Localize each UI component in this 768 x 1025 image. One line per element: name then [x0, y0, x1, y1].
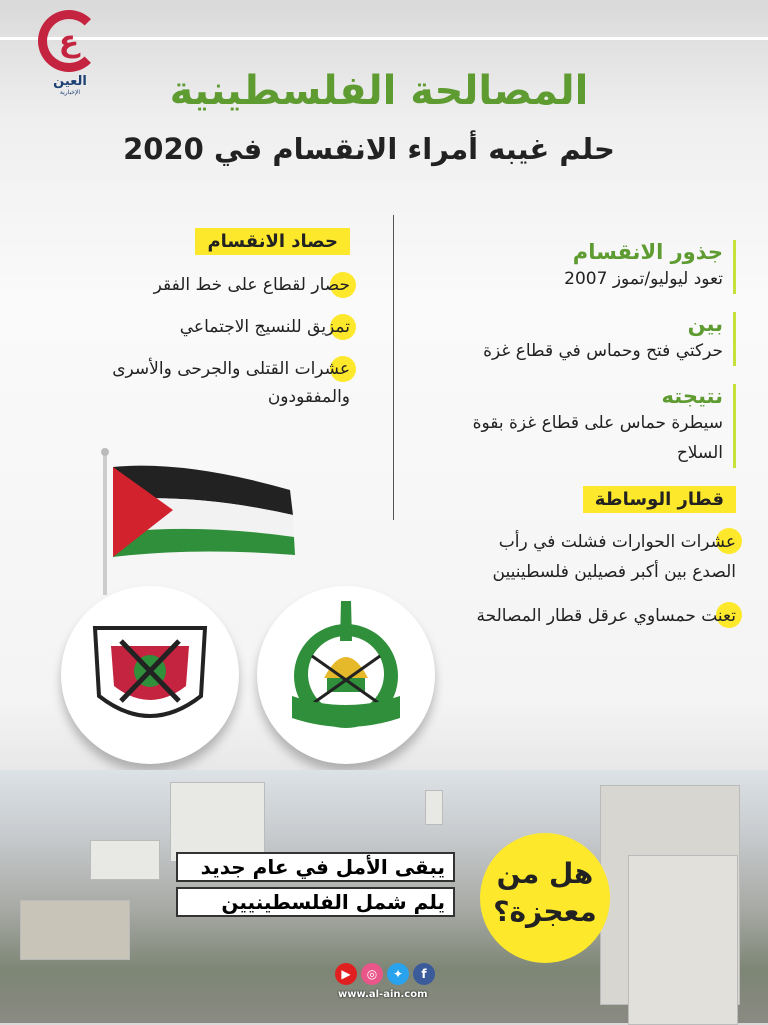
block-text: سيطرة حماس على قطاع غزة بقوة السلاح: [472, 413, 723, 463]
facebook-icon[interactable]: f: [413, 963, 435, 985]
hope-line-2: يلم شمل الفلسطينيين: [176, 887, 455, 917]
right-tag: قطار الوساطة: [583, 486, 736, 513]
item-text: عشرات الحوارات فشلت في رأب الصدع بين أكبر فصيلين فلسطينيين: [492, 532, 736, 582]
list-item: [50, 271, 350, 299]
logo-ring: ع: [38, 10, 100, 72]
palestine-flag: [95, 445, 305, 595]
page-subtitle: حلم غيبه أمراء الانقسام في 2020: [123, 132, 615, 166]
youtube-icon[interactable]: ▶: [335, 963, 357, 985]
block-heading: نتيجته: [661, 384, 723, 408]
fatah-emblem: [61, 586, 239, 764]
list-item: [410, 601, 736, 631]
item-text: عشرات القتلى والجرحى والأسرى والمفقودون: [112, 359, 350, 407]
building: [20, 900, 130, 960]
block-heading: بين: [687, 312, 723, 336]
social-icons: [335, 963, 435, 985]
page-title: المصالحة الفلسطينية: [169, 68, 589, 114]
item-text: تعنت حمساوي عرقل قطار المصالحة: [476, 606, 736, 626]
info-block: [410, 312, 736, 366]
item-text: حصار لقطاع على خط الفقر: [153, 275, 350, 295]
instagram-icon[interactable]: ◎: [361, 963, 383, 985]
list-item: [410, 527, 736, 587]
block-heading: جذور الانقسام: [572, 240, 723, 264]
info-block: [410, 240, 736, 294]
list-item: [50, 313, 350, 341]
block-text: تعود ليوليو/تموز 2007: [564, 269, 723, 289]
right-column: [410, 240, 736, 631]
twitter-icon[interactable]: ✦: [387, 963, 409, 985]
logo-subname: الإخبارية: [59, 89, 81, 96]
building: [90, 840, 160, 880]
top-divider: [0, 37, 768, 40]
al-ain-logo: [38, 10, 102, 100]
info-block: [410, 384, 736, 468]
hope-line-1: يبقى الأمل في عام جديد: [176, 852, 455, 882]
miracle-bubble: هل من معجزة؟: [480, 833, 610, 963]
left-tag: حصاد الانقسام: [195, 228, 350, 255]
website-url[interactable]: www.al-ain.com: [338, 989, 428, 1000]
hamas-emblem: [257, 586, 435, 764]
left-column: [50, 228, 350, 411]
column-divider: [393, 215, 394, 520]
hope-message: [176, 852, 455, 922]
building: [628, 855, 738, 1025]
logo-name: العين: [53, 74, 87, 89]
item-text: تمزيق للنسيج الاجتماعي: [179, 317, 350, 337]
building: [170, 782, 265, 862]
building: [425, 790, 443, 825]
block-text: حركتي فتح وحماس في قطاع غزة: [483, 341, 723, 361]
list-item: [50, 355, 350, 411]
